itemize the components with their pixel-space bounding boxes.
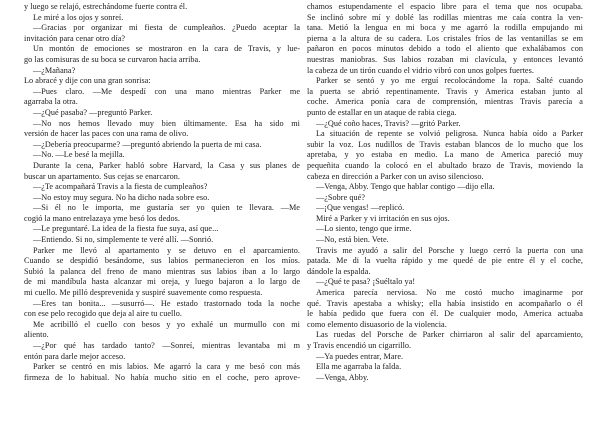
right-page-text-line: coche. America ponía cara de comprensión, mientras Travis parecía a: [307, 97, 583, 107]
right-page-text-line: —¡Que vengas! —replicó.: [316, 203, 405, 213]
right-page-text-line: —¿Qué coño haces, Travis? —gritó Parker.: [316, 118, 461, 128]
right-page-text-line: —No, está bien. Vete.: [316, 235, 389, 245]
left-page-text-line: —Si él no le importa, me gustaría ser yo quien te llevara. —Me: [33, 203, 300, 213]
right-page-text-line: subir la voz. Los nudillos de Travis estaban blancos de lo mucho que los: [307, 139, 583, 149]
right-page-text-line: America parecía nerviosa. No me costó mucho imaginarme por: [316, 288, 583, 298]
left-page-text-line: entón para darle mejor acceso.: [24, 351, 126, 361]
right-page-text-line: —Venga, Abby.: [316, 372, 369, 382]
left-page-text-line: Parker se centró en mis labios. Me agarró la cara y me besó con más: [33, 362, 300, 372]
left-page-text-line: —Entiendo. Si no, simplemente te veré allí. —Sonrió.: [33, 235, 214, 245]
left-page-text-line: versión de hacer las paces con una rama de olivo.: [24, 129, 189, 139]
right-page-text-line: pequeñita cuando la colocó en el abultado brazo de Travis, moviendo la: [307, 160, 583, 170]
right-page-text-line: apretaba, y yo estaba en medio. La mano de America pareció muy: [307, 150, 583, 160]
right-page-text-line: —Venga, Abby. Tengo que hablar contigo —dijo ella.: [316, 182, 495, 192]
left-page-text-line: Cuando se despidió besándome, sus labios permanecieron en los míos.: [24, 256, 300, 266]
left-page-text: [24, 2, 300, 383]
left-page-text-line: Le miré a los ojos y sonreí.: [33, 12, 124, 22]
left-page-text-line: firmeza de lo habitual. No había mucho sitio en el coche, pero aprove-: [24, 372, 300, 382]
right-page-text-line: Las ruedas del Porsche de Parker chirriaron al salir del aparcamiento,: [316, 330, 583, 340]
left-page-text-line: —¿Te acompañará Travis a la fiesta de cumpleaños?: [33, 182, 208, 192]
right-page-text-line: Se inclinó sobre mí y doblé las rodillas mientras me caía contra la ven-: [307, 12, 583, 22]
right-page-text-line: le había pedido que fuera con él. De cualquier modo, America actuaba: [307, 309, 583, 319]
left-page-text-line: cogió la mano entrelazaya yme besó los dedos.: [24, 213, 180, 223]
left-page-text-line: —No estoy muy segura. No ha dicho nada sobre eso.: [33, 192, 210, 202]
right-page-text-line: nuestras maniobras. Sus labios rozaban mi clavícula, y entonces levantó: [307, 54, 583, 64]
right-page-text-line: —¿Qué te pasa? ¡Suéltalo ya!: [316, 277, 416, 287]
right-page-text-line: Parker se sentó y yo me erguí recolocándome la ropa. Salté cuando: [316, 76, 583, 86]
right-page-text: [307, 2, 583, 383]
left-page-text-line: —¿Debería preocuparme? —preguntó abriendo la puerta de mi casa.: [33, 139, 262, 149]
left-page-text-line: —¿Mañana?: [33, 65, 76, 75]
left-page-text-line: —No. —Le besé la mejilla.: [33, 150, 125, 160]
left-page-text-line: Lo abracé y dije con una gran sonrisa:: [24, 76, 151, 86]
right-page-text-line: y Travis encendió un cigarrillo.: [307, 341, 412, 350]
left-page-text-line: —No nos hemos llevado muy bien últimamente. Esa ha sido mi: [33, 118, 300, 128]
left-page-text-line: —¿Qué pasaba? —preguntó Parker.: [33, 107, 153, 117]
right-page-text-line: pierna a la altura de su cadera. Los cristales fríos de las ventanillas se em: [307, 33, 583, 43]
right-page-text-line: cabeza en dirección a Parker con un aviso silencioso.: [307, 171, 484, 181]
right-page-text-line: qué. Travis apestaba a whisky; ella había insistido en acompañarlo o él: [307, 298, 583, 308]
left-page-text-line: de mi mandíbula hasta alcanzar mi oreja, y luego bajaron a lo largo de: [24, 277, 300, 287]
right-page-text-line: Miré a Parker y vi irritación en sus ojos.: [316, 213, 450, 223]
left-page-text-line: mi cuello. Me pilló desprevenida y suspiré suavemente como respuesta.: [24, 288, 263, 298]
right-page-text-line: la cabeza de un tirón cuando el vidrio vibró con unos golpes fuertes.: [307, 65, 534, 75]
right-page-text-line: punto de estallar en un ataque de rabia ciega.: [307, 107, 457, 117]
left-page-text-line: Me acribilló el cuello con besos y yo exhalé un murmullo con mi: [33, 319, 300, 329]
right-page-text-line: —Ya puedes entrar, Mare.: [316, 351, 404, 361]
left-page-text-line: go las comisuras de su boca se curvaron hacia arriba.: [24, 54, 201, 64]
left-page-text-line: Durante la cena, Parker habló sobre Harvard, la Casa y sus planes de: [33, 160, 300, 170]
right-page-text-line: tana. Metió la lengua en mi boca y me agarró la rodilla empujando mi: [307, 23, 583, 33]
left-page-text-line: aliento.: [24, 330, 49, 340]
left-page-text-line: Subió la palanca del freno de mano mientras sus labios iban a lo largo: [24, 266, 300, 276]
left-page-text-line: —Le preguntaré. La idea de la fiesta fue suya, así que...: [33, 224, 219, 234]
right-page-text-line: La situación de repente se volvió peligrosa. Nunca había oído a Parker: [316, 129, 583, 139]
right-page-text-line: patada. Me di la vuelta rápido y me quedé de pie entre él y el coche,: [307, 256, 583, 266]
left-page-text-line: y luego se relajó, estrechándome fuerte contra él.: [24, 2, 188, 11]
right-page-text-line: dándole la espalda.: [307, 266, 371, 276]
right-page-text-line: como elemento disuasorio de la violencia.: [307, 319, 447, 329]
left-page-text-line: —Eres tan bonita... —susurró—. He estado trastornado toda la noche: [33, 298, 300, 308]
right-page-text-line: la puerta se abrió repentinamente. Travis y America estaban junto al: [307, 86, 583, 96]
right-page-text-line: chamos estupendamente el espacio libre para el tema que nos ocupaba.: [307, 2, 583, 11]
right-page-text-line: —Lo siento, tengo que irme.: [316, 224, 412, 234]
right-page-text-line: Travis me ayudó a salir del Porsche y luego cerró la puerta con una: [316, 245, 583, 255]
left-page-text-line: con ese pelo recogido que deja al aire tu cuello.: [24, 309, 182, 319]
left-page-text-line: —Gracias por organizar mi fiesta de cumpleaños. ¿Puedo aceptar la: [33, 23, 300, 33]
left-page-text-line: Parker me llevó al apartamento y se detuvo en el aparcamiento.: [33, 245, 300, 255]
left-page-text-line: agarraba la otra.: [24, 97, 78, 107]
left-page-text-line: invitación para cenar otro día?: [24, 33, 126, 43]
left-page-text-line: Un montón de emociones se mostraron en la cara de Travis, y lue-: [33, 44, 300, 54]
right-page-text-line: pañaron en pocos minutos debido a todo el aliento que exhalábamos con: [307, 44, 583, 54]
right-page-text-line: Ella me agarraba la falda.: [316, 362, 402, 372]
left-page-text-line: —Pues claro. —Me despedí con una mano mientras Parker me: [33, 86, 300, 96]
left-page-text-line: —¿Por qué has tardado tanto? —Sonreí, mientras levantaba mi m: [33, 341, 300, 350]
left-page-text-line: buscar un apartamento. Sus cejas se enarcaron.: [24, 171, 180, 181]
right-page-text-line: —¿Sobre qué?: [316, 192, 366, 202]
